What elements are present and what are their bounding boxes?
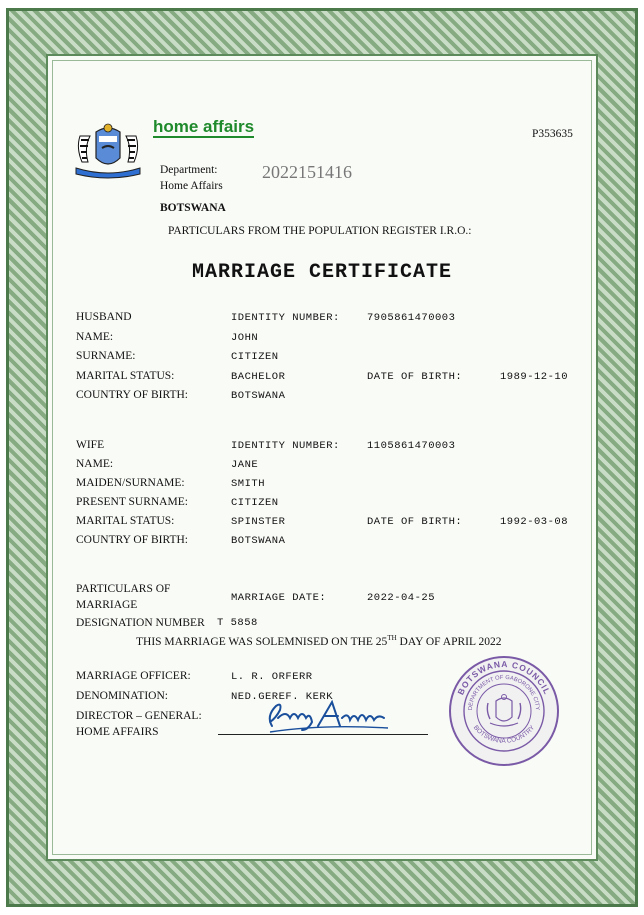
solemnised-text: THIS MARRIAGE WAS SOLEMNISED ON THE 25 [136, 635, 388, 648]
document-number: 2022151416 [262, 162, 352, 182]
marriage-officer-label: MARRIAGE OFFICER: [76, 670, 191, 682]
director-label-2: HOME AFFAIRS [76, 726, 159, 738]
department-label: Department: [160, 164, 218, 176]
wife-maiden-label: MAIDEN/SURNAME: [76, 477, 185, 489]
wife-id-label: IDENTITY NUMBER: [231, 440, 340, 452]
seal-inner-text: DEPARTMENT OF GABORONE CITY [467, 674, 541, 711]
certificate-title: MARRIAGE CERTIFICATE [191, 261, 453, 284]
signature [262, 696, 394, 736]
wife-name-label: NAME: [76, 458, 114, 470]
husband-section-label: HUSBAND [76, 311, 132, 323]
husband-dob-value: 1989-12-10 [500, 371, 569, 383]
wife-marital-label: MARITAL STATUS: [76, 515, 175, 527]
denomination-value: NED.GEREF. KERK [231, 691, 334, 703]
particulars-heading: PARTICULARS FROM THE POPULATION REGISTER I.R.O.: [168, 225, 472, 237]
reference-number: P353635 [532, 128, 573, 140]
director-label: DIRECTOR – GENERAL: [76, 710, 202, 722]
designation-number-value: T 5858 [217, 617, 258, 629]
wife-id-value: 1105861470003 [367, 440, 456, 452]
husband-country-label: COUNTRY OF BIRTH: [76, 389, 188, 401]
wife-dob-label: DATE OF BIRTH: [367, 516, 463, 528]
solemnised-ordinal: TH [387, 634, 397, 642]
solemnised-statement [136, 634, 501, 648]
husband-id-value: 7905861470003 [367, 312, 456, 324]
wife-present-surname-label: PRESENT SURNAME: [76, 496, 188, 508]
wife-country-value: BOTSWANA [231, 535, 286, 547]
wife-name-value: JANE [231, 459, 259, 471]
wife-marital-value: SPINSTER [231, 516, 286, 528]
brand-title: home affairs [153, 117, 255, 136]
marriage-officer-value: L. R. ORFERR [231, 671, 313, 683]
country-name: BOTSWANA [160, 202, 226, 214]
coat-of-arms-icon [66, 118, 150, 182]
marriage-date-value: 2022-04-25 [367, 592, 436, 604]
husband-surname-label: SURNAME: [76, 350, 136, 362]
marriage-particulars-label: PARTICULARS OF [76, 583, 171, 595]
seal-top-text: BOTSWANA COUNCIL [455, 658, 553, 697]
husband-dob-label: DATE OF BIRTH: [367, 371, 463, 383]
husband-name-value: JOHN [231, 332, 259, 344]
council-seal [446, 653, 562, 769]
husband-country-value: BOTSWANA [231, 390, 286, 402]
department-name: Home Affairs [160, 180, 223, 192]
wife-maiden-value: SMITH [231, 478, 266, 490]
wife-present-surname-value: CITIZEN [231, 497, 279, 509]
husband-name-label: NAME: [76, 331, 114, 343]
marriage-particulars-label-2: MARRIAGE [76, 599, 138, 611]
signature-line [218, 734, 428, 735]
solemnised-text-end: DAY OF APRIL 2022 [396, 635, 502, 648]
wife-country-label: COUNTRY OF BIRTH: [76, 534, 188, 546]
denomination-label: DENOMINATION: [76, 690, 168, 702]
husband-marital-label: MARITAL STATUS: [76, 370, 175, 382]
seal-bottom-text: BOTSWANA COUNTRY [471, 724, 537, 745]
husband-id-label: IDENTITY NUMBER: [231, 312, 340, 324]
husband-surname-value: CITIZEN [231, 351, 279, 363]
marriage-date-label: MARRIAGE DATE: [231, 592, 327, 604]
wife-dob-value: 1992-03-08 [500, 516, 569, 528]
wife-section-label: WIFE [76, 439, 105, 451]
husband-marital-value: BACHELOR [231, 371, 286, 383]
designation-number-label: DESIGNATION NUMBER [76, 617, 205, 629]
